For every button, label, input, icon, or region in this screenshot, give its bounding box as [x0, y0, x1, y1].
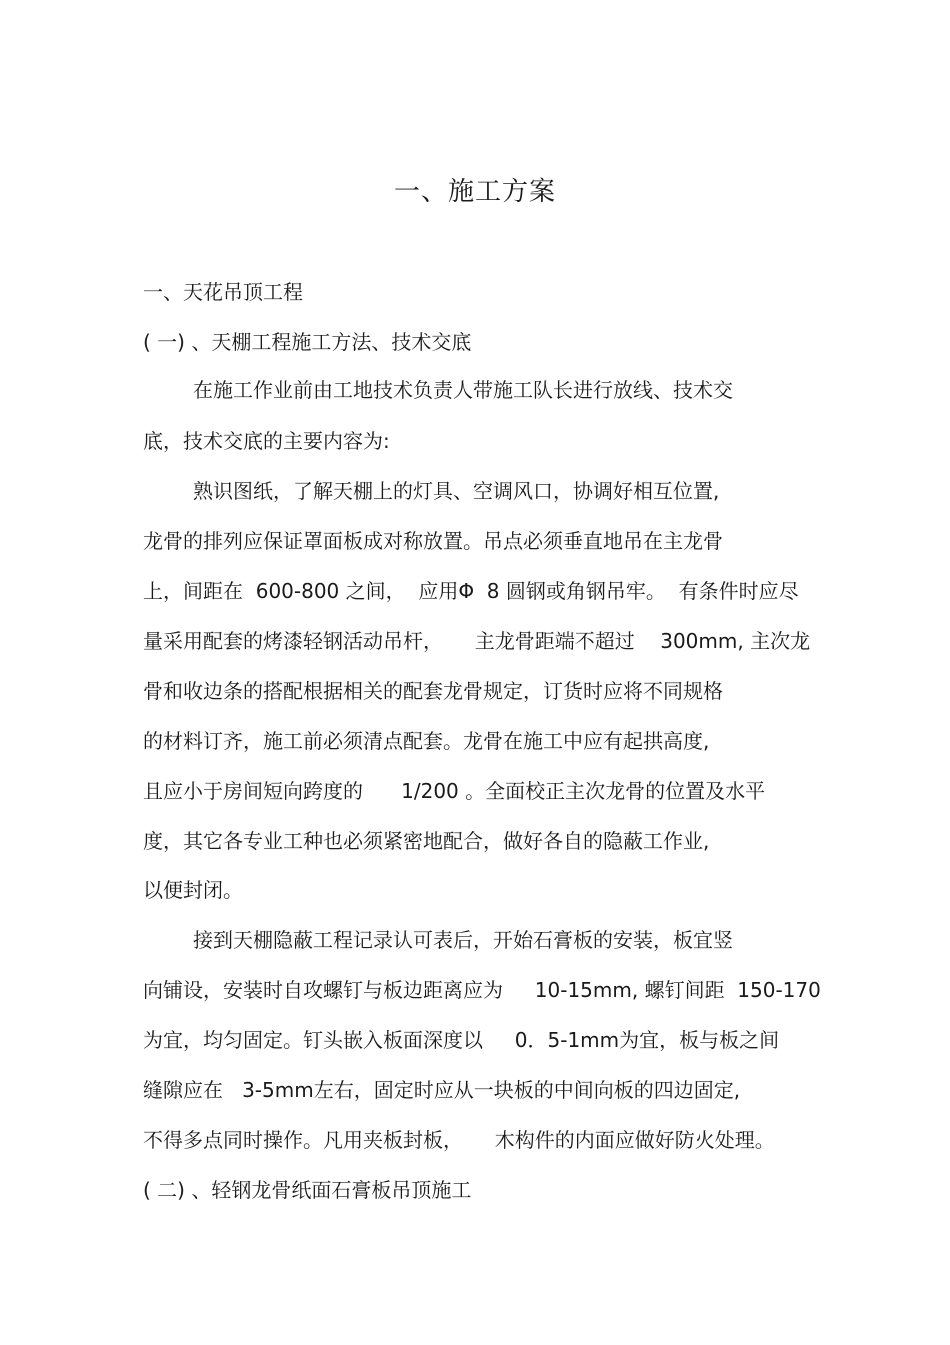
paragraph-line: 龙骨的排列应保证罩面板成对称放置。吊点必须垂直地吊在主龙骨 — [143, 529, 723, 553]
paragraph-line: 度，其它各专业工种也必须紧密地配合，做好各自的隐蔽工作业, — [143, 829, 710, 853]
subsection-heading: ( 一) 、天棚工程施工方法、技术交底 — [143, 330, 472, 354]
paragraph-line: 缝隙应在 3-5mm左右，固定时应从一块板的中间向板的四边固定, — [143, 1078, 741, 1102]
paragraph-line: 在施工作业前由工地技术负责人带施工队长进行放线、技术交 — [193, 378, 733, 402]
paragraph-line: 的材料订齐，施工前必须清点配套。龙骨在施工中应有起拱高度, — [143, 729, 710, 753]
paragraph-line: 为宜，均匀固定。钉头嵌入板面深度以 0．5-1mm为宜，板与板之间 — [143, 1028, 780, 1052]
section-heading: 一、天花吊顶工程 — [143, 280, 303, 304]
paragraph-line: 以便封闭。 — [143, 878, 243, 902]
paragraph-line: 且应小于房间短向跨度的 1/200 。全面校正主次龙骨的位置及水平 — [143, 779, 766, 803]
paragraph-line: 向铺设，安装时自攻螺钉与板边距离应为 10-15mm, 螺钉间距 150-170 — [143, 978, 821, 1002]
subsection-heading: ( 二) 、轻钢龙骨纸面石膏板吊顶施工 — [143, 1178, 472, 1202]
paragraph-line: 不得多点同时操作。凡用夹板封板， 木构件的内面应做好防火处理。 — [143, 1128, 775, 1152]
page-title: 一、施工方案 — [393, 177, 556, 207]
paragraph-line: 上，间距在 600-800 之间， 应用Φ 8 圆钢或角钢吊牢。 有条件时应尽 — [143, 579, 799, 603]
paragraph-line: 量采用配套的烤漆轻钢活动吊杆， 主龙骨距端不超过 300mm, 主次龙 — [143, 629, 811, 653]
paragraph-line: 底，技术交底的主要内容为: — [143, 429, 390, 453]
paragraph-line: 熟识图纸，了解天棚上的灯具、空调风口，协调好相互位置, — [193, 479, 720, 503]
paragraph-line: 接到天棚隐蔽工程记录认可表后，开始石膏板的安装，板宜竖 — [193, 928, 733, 952]
paragraph-line: 骨和收边条的搭配根据相关的配套龙骨规定，订货时应将不同规格 — [143, 679, 723, 703]
